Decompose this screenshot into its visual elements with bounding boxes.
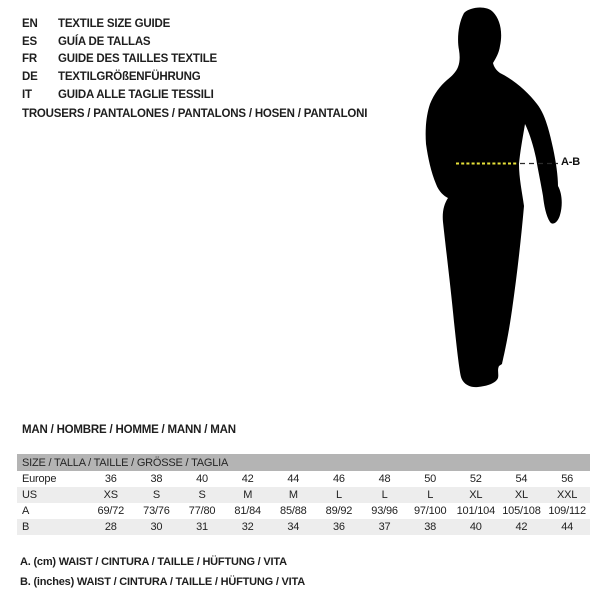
table-cell: 40	[453, 519, 499, 535]
table-cell: 48	[378, 473, 391, 485]
man-silhouette-figure	[390, 0, 600, 420]
table-cell: 40	[196, 473, 208, 485]
table-cell: XS	[88, 487, 134, 503]
table-row-b-inches	[17, 519, 590, 535]
row-label: A	[22, 505, 30, 517]
lang-code: EN	[22, 18, 38, 30]
lang-code: DE	[22, 71, 38, 84]
table-cell: 54	[515, 473, 528, 485]
section-title-man: MAN / HOMBRE / HOMME / MANN / MAN	[22, 424, 236, 436]
man-silhouette	[426, 8, 562, 388]
lang-row-fr	[22, 51, 217, 69]
table-cell: 105/108	[502, 505, 541, 517]
table-cell: 42	[499, 519, 545, 535]
table-row-europe	[17, 471, 590, 487]
lang-label: GUIDE DES TAILLES TEXTILE	[58, 53, 217, 66]
table-cell: 81/84	[234, 505, 261, 517]
table-cell: 38	[150, 473, 163, 485]
lang-code: ES	[22, 35, 37, 48]
language-header	[22, 16, 217, 105]
lang-label: TEXTILE SIZE GUIDE	[58, 18, 171, 30]
size-table-header: SIZE / TALLA / TAILLE / GRÖSSE / TAGLIA	[17, 454, 590, 471]
table-cell: 38	[407, 519, 453, 535]
table-cell: XL	[499, 487, 545, 503]
table-cell: 34	[271, 519, 317, 535]
note-line-b: B. (inches) WAIST / CINTURA / TAILLE / HÜFTUNG / VITA	[20, 575, 305, 588]
table-cell: 32	[225, 519, 271, 535]
table-cell: S	[179, 487, 225, 503]
size-table-header-row	[17, 454, 590, 471]
note-line-a: A. (cm) WAIST / CINTURA / TAILLE / HÜFTUNG / VITA	[20, 556, 287, 568]
lang-row-de	[22, 69, 217, 87]
table-cell: 73/76	[143, 505, 170, 517]
table-row-us	[17, 487, 590, 503]
table-cell: XL	[453, 487, 499, 503]
category-title: TROUSERS / PANTALONES / PANTALONS / HOSEN / PANTALONI	[22, 108, 368, 120]
row-label: B	[17, 519, 88, 535]
table-cell: 42	[241, 473, 254, 485]
table-cell: 44	[544, 519, 590, 535]
table-cell: 52	[469, 473, 482, 485]
table-cell: 50	[424, 473, 437, 485]
lang-label: GUÍA DE TALLAS	[58, 35, 151, 48]
table-cell: 44	[287, 473, 300, 485]
table-cell: 31	[179, 519, 225, 535]
table-cell: 46	[333, 473, 345, 485]
table-cell: L	[407, 487, 453, 503]
lang-code: FR	[22, 53, 37, 66]
measure-label-ab: A-B	[561, 156, 580, 168]
table-cell: 77/80	[188, 505, 216, 517]
table-cell: XXL	[544, 487, 590, 503]
footnotes	[20, 553, 305, 592]
table-cell: 56	[561, 473, 574, 485]
table-cell: 36	[316, 519, 362, 535]
size-table	[17, 454, 590, 535]
table-cell: 28	[88, 519, 134, 535]
lang-label: GUIDA ALLE TAGLIE TESSILI	[58, 88, 214, 101]
table-cell: 36	[104, 473, 117, 485]
table-cell: 101/104	[456, 505, 495, 517]
row-label: US	[17, 487, 88, 503]
row-label: Europe	[22, 473, 57, 485]
table-cell: 89/92	[325, 505, 353, 517]
table-cell: S	[134, 487, 180, 503]
table-row-a-cm	[17, 503, 590, 519]
table-cell: L	[316, 487, 362, 503]
table-cell: 85/88	[280, 505, 307, 517]
table-cell: L	[362, 487, 408, 503]
table-cell: 69/72	[97, 505, 125, 517]
table-cell: M	[225, 487, 271, 503]
table-cell: 97/100	[413, 505, 447, 517]
lang-row-en	[22, 16, 217, 34]
lang-row-it	[22, 87, 217, 105]
lang-code: IT	[22, 88, 32, 101]
table-cell: 93/96	[371, 505, 398, 517]
table-cell: 109/112	[548, 505, 586, 517]
lang-label: TEXTILGRÖßENFÜHRUNG	[58, 71, 201, 84]
lang-row-es	[22, 34, 217, 52]
table-cell: 30	[134, 519, 180, 535]
table-cell: M	[271, 487, 317, 503]
table-cell: 37	[362, 519, 408, 535]
